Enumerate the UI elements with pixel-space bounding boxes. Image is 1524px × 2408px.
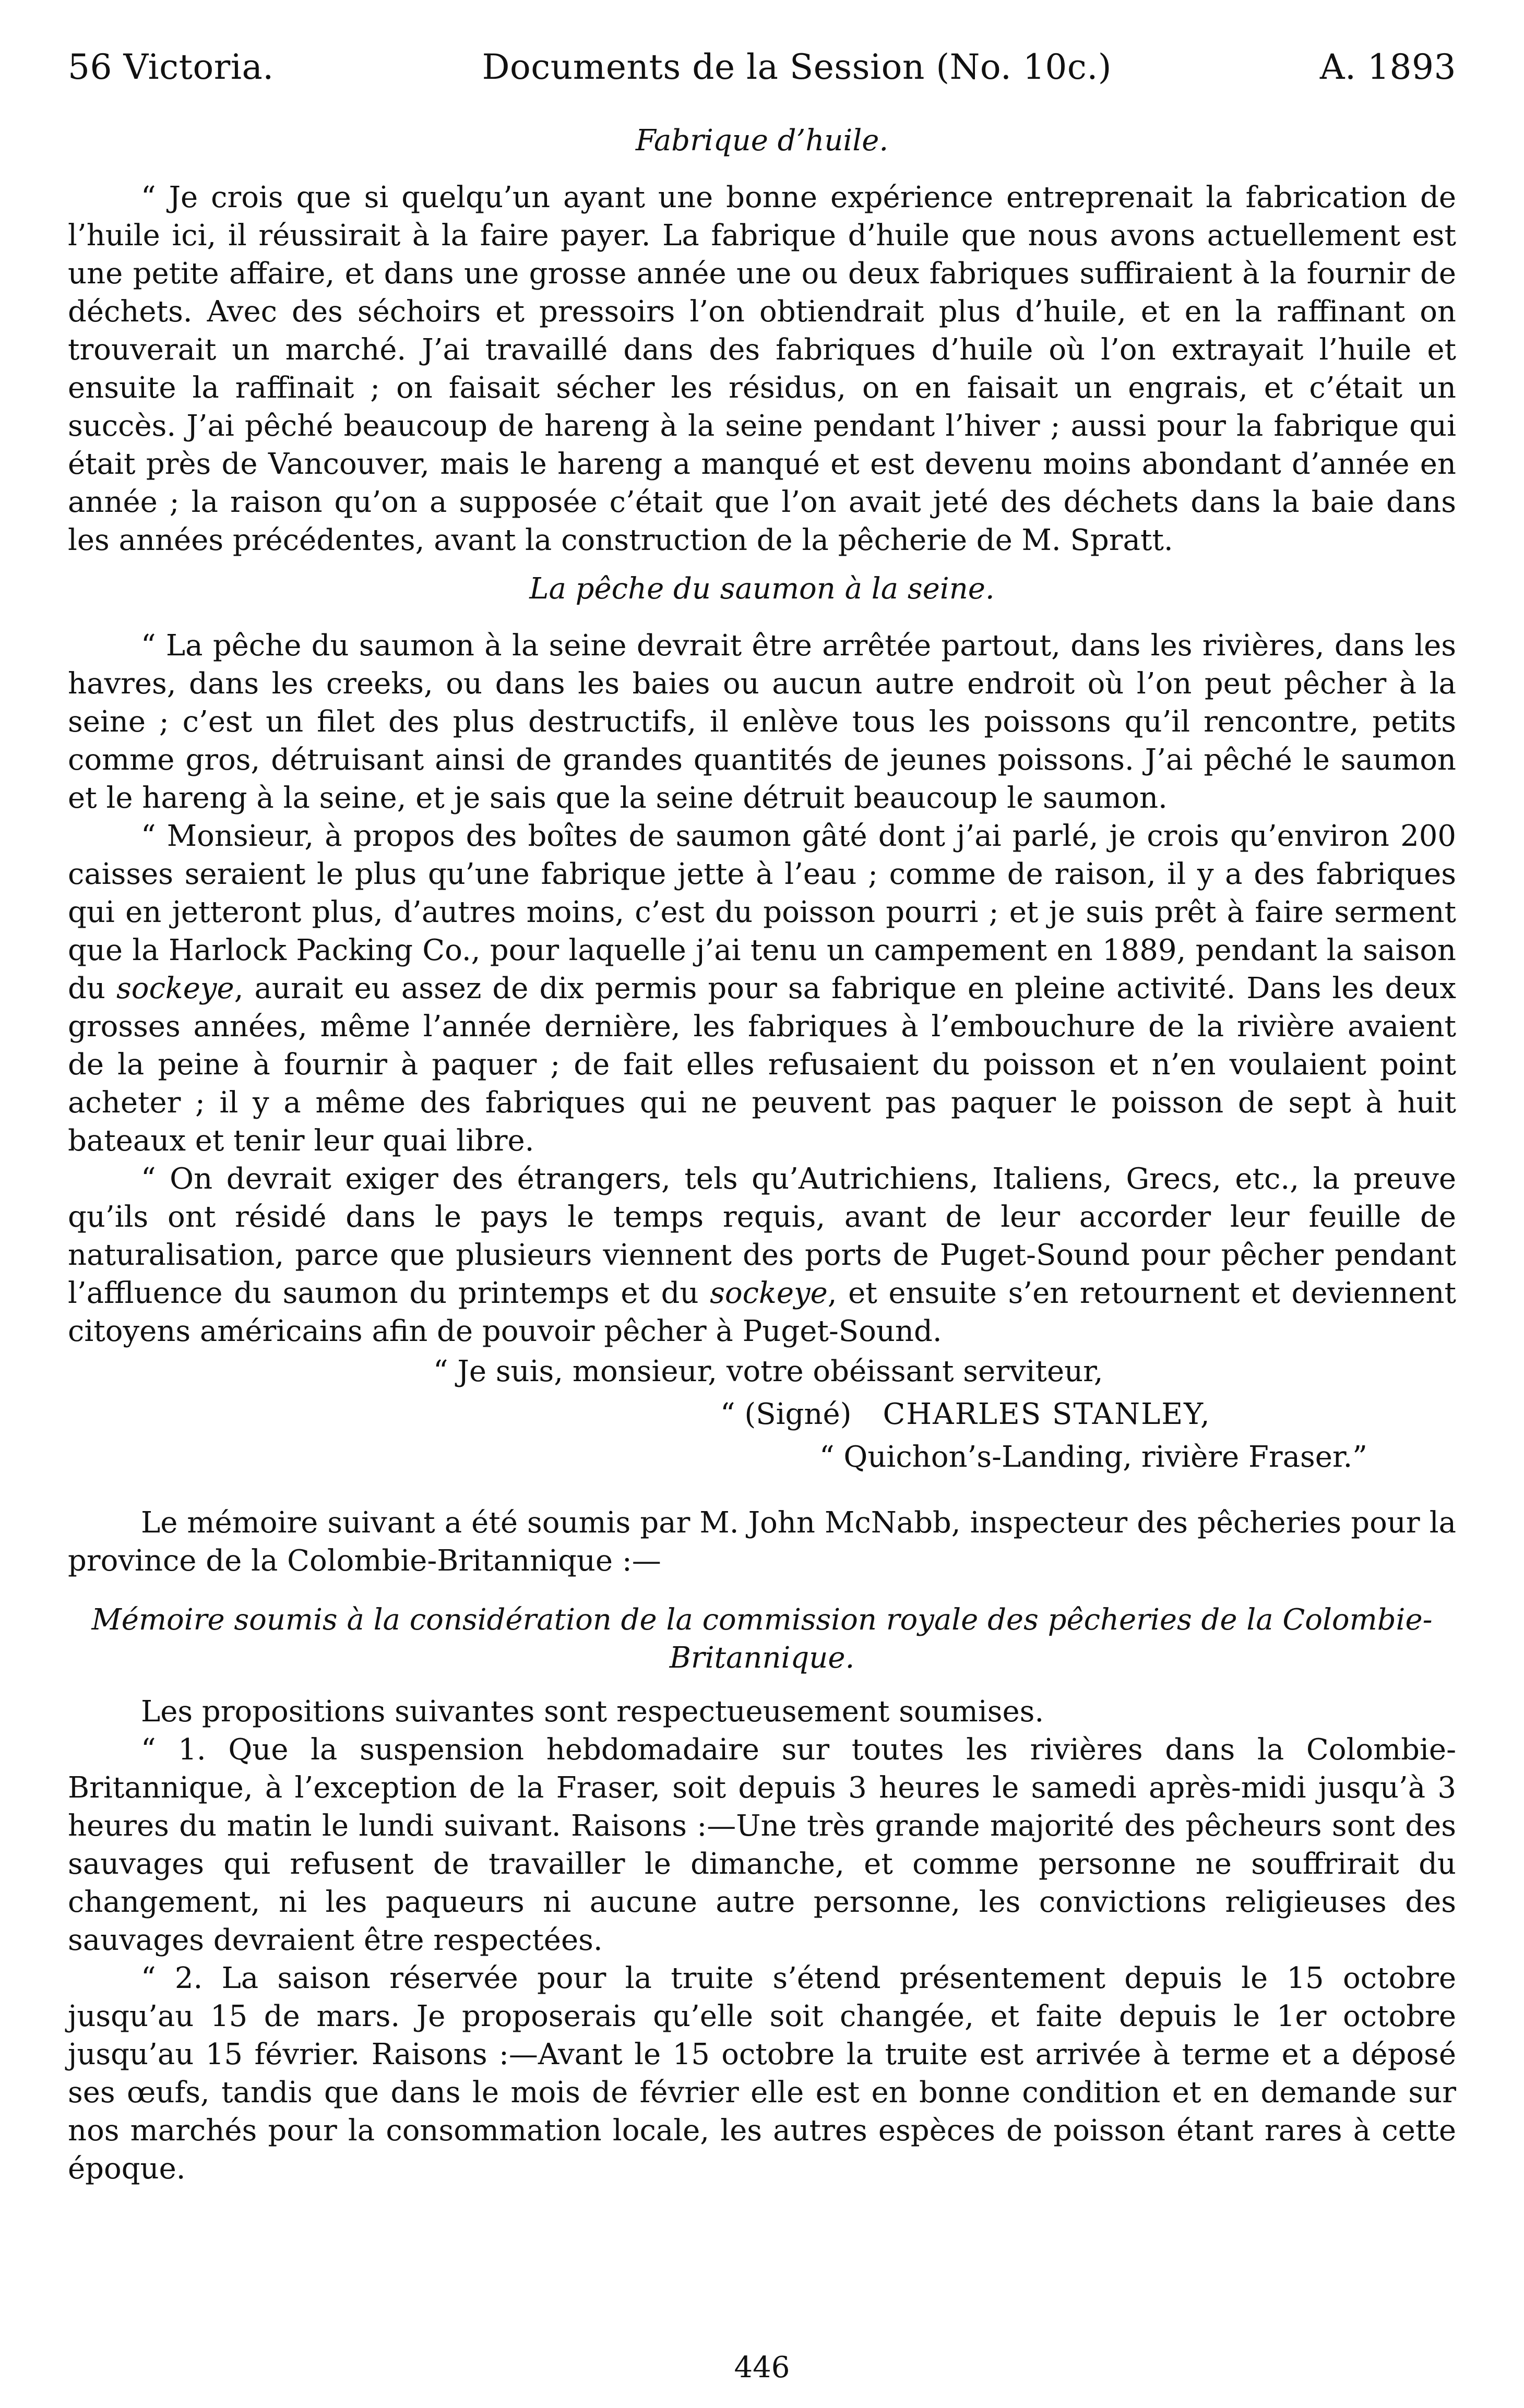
closing-place: “ Quichon’s-Landing, rivière Fraser.” <box>819 1440 1367 1474</box>
paragraph-saumon-2-part-a: “ Monsieur, à propos des boîtes de saumon gâté dont j’ai parlé, je crois qu’environ 200 caisses seraient le plus qu’une fabrique jette à l’eau ; comme de raison, il y a des fabriques qui en jetteront plus, d’autres moins, c’est du poisson pourri ; et je suis prêt à faire serment que la Harlock Packing Co., pour laquelle j’ai tenu un campement en 1889, pendant la saison du <box>68 819 1456 1005</box>
memo-intro: Le mémoire suivant a été soumis par M. John McNabb, inspecteur des pêcheries pour la province de la Colombie-Britannique :— <box>68 1506 1456 1578</box>
paragraph-saumon-3-part-b: , et ensuite s’en retournent et deviennent citoyens américains afin de pouvoir pêcher à Puget-Sound. <box>68 1276 1457 1348</box>
paragraph-fabrique: “ Je crois que si quelqu’un ayant une bonne expérience entreprenait la fabrication de l’huile ici, il réussirait à la faire payer. La fabrique d’huile que nous avons actuellement est une petite affaire, et dans une grosse année une ou deux fabriques suffiraient à la fournir de déchets. Avec des séchoirs et pressoirs l’on obtiendrait plus d’huile, et en la raffinant on trouverait un marché. J’ai travaillé dans des fabriques d’huile où l’on extrayait l’huile et ensuite la raffinait ; on faisait sécher les résidus, on en faisait un engrais, et c’était un succès. J’ai pêché beaucoup de hareng à la seine pendant l’hiver ; aussi pour la fabrique qui était près de Vancouver, mais le hareng a manqué et est devenu moins abondant d’année en année ; la raison qu’on a supposée c’était que l’on avait jeté des déchets dans la baie dans les années précédentes, avant la construction de la pêcherie de M. Spratt. <box>68 181 1456 557</box>
header-center: Documents de la Session (No. 10c.) <box>482 47 1112 87</box>
memo-lead: Les propositions suivantes sont respectueusement soumises. <box>141 1695 1044 1729</box>
memo-item-1: “ 1. Que la suspension hebdomadaire sur toutes les rivières dans la Colombie-Britannique, à l’exception de la Fraser, soit depuis 3 heures le samedi après-midi jusqu’à 3 heures du matin le lundi suivant. Raisons :—Une très grande majorité des pêcheurs sont des sauvages qui refusent de travailler le dimanche, et comme personne ne souffrirait du changement, ni les paqueurs ni aucune autre personne, les convictions religieuses des sauvages devraient être respectées. <box>68 1733 1456 1957</box>
section-title-fabrique: Fabrique d’huile. <box>635 124 889 158</box>
header-left: 56 Victoria. <box>68 47 274 87</box>
closing-signature <box>68 1393 1456 1436</box>
closing-salutation: “ Je suis, monsieur, votre obéissant serviteur, <box>433 1355 1103 1388</box>
paragraph-saumon-3-part-a: “ On devrait exiger des étrangers, tels qu’Autrichiens, Italiens, Grecs, etc., la preuve qu’ils ont résidé dans le pays le temps requis, avant de leur accorder leur feuille de naturalisation, parce que plusieurs viennent des ports de Puget-Sound pour pêcher pendant l’affluence du saumon du printemps et du <box>68 1162 1456 1310</box>
section-title-saumon: La pêche du saumon à la seine. <box>529 572 995 606</box>
document-page <box>68 47 1456 2385</box>
running-header <box>68 47 1456 87</box>
letter-closing <box>68 1350 1456 1479</box>
memo-item-2: “ 2. La saison réservée pour la truite s’étend présentement depuis le 15 octobre jusqu’au 15 de mars. Je proposerais qu’elle soit changée, et faite depuis le 1er octobre jusqu’au 15 février. Raisons :—Avant le 15 octobre la truite est arrivée à terme et a déposé ses œufs, tandis que dans le mois de février elle est en bonne condition et en demande sur nos marchés pour la consommation locale, les autres espèces de poisson étant rares à cette époque. <box>68 1961 1456 2186</box>
header-right: A. 1893 <box>1319 47 1456 87</box>
paragraph-saumon-2-italic: sockeye <box>116 972 234 1005</box>
paragraph-saumon-2 <box>68 817 1456 1160</box>
closing-signe: “ (Signé) <box>720 1397 852 1431</box>
paragraph-saumon-2-part-b: , aurait eu assez de dix permis pour sa fabrique en pleine activité. Dans les deux grosses années, même l’année dernière, les fabriques à l’embouchure de la rivière avaient de la peine à fournir à paquer ; de fait elles refusaient du poisson et n’en voulaient point acheter ; il y a même des fabriques qui ne peuvent pas paquer le poisson de sept à huit bateaux et tenir leur quai libre. <box>68 972 1457 1158</box>
page-number: 446 <box>734 2351 790 2385</box>
paragraph-saumon-3-italic: sockeye <box>710 1276 828 1310</box>
paragraph-saumon-1: “ La pêche du saumon à la seine devrait être arrêtée partout, dans les rivières, dans les havres, dans les creeks, ou dans les baies ou aucun autre endroit où l’on peut pêcher à la seine ; c’est un filet des plus destructifs, il enlève tous les poissons qu’il rencontre, petits comme gros, détruisant ainsi de grandes quantités de jeunes poissons. J’ai pêché le saumon et le hareng à la seine, et je sais que la seine détruit beaucoup le saumon. <box>68 629 1456 815</box>
memo-title: Mémoire soumis à la considération de la commission royale des pêcheries de la Colombie-Britannique. <box>91 1603 1433 1675</box>
paragraph-saumon-3 <box>68 1160 1456 1350</box>
signatory-name: CHARLES STANLEY, <box>883 1397 1211 1431</box>
